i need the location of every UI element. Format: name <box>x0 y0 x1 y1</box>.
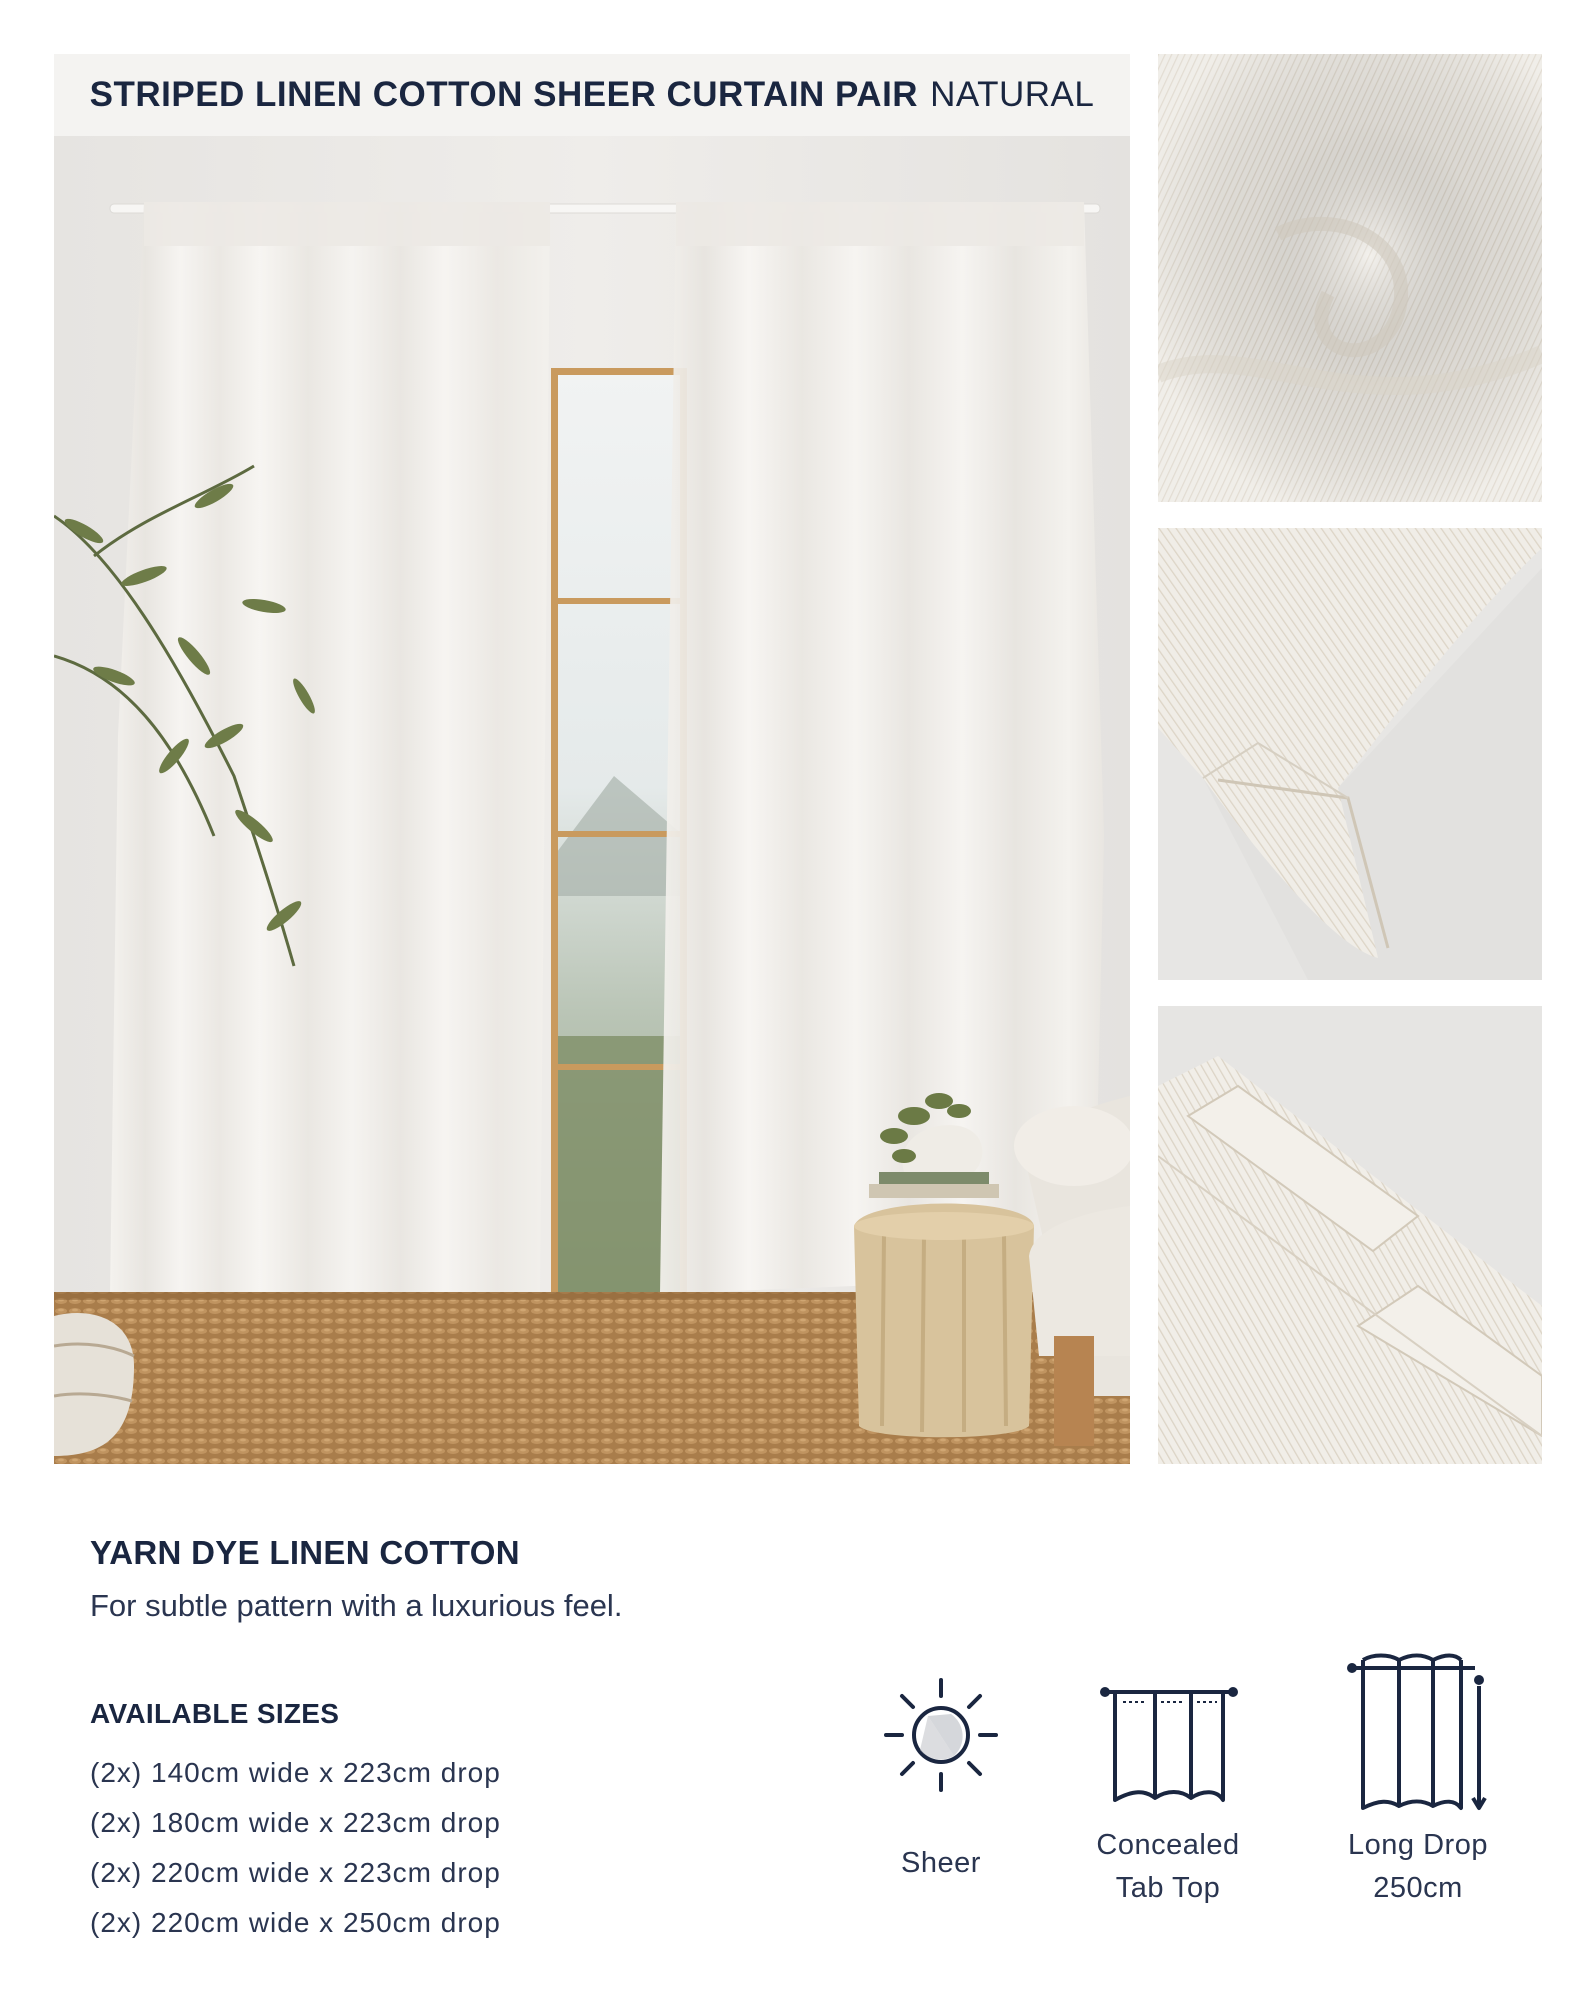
size-item: (2x) 220cm wide x 223cm drop <box>90 1857 501 1888</box>
product-color-name: NATURAL <box>930 75 1095 114</box>
room-scene <box>54 136 1130 1464</box>
feature-label-long-drop: Long Drop 250cm <box>1348 1829 1488 1904</box>
long-drop-curtain-icon <box>1343 1650 1493 1820</box>
fabric-detail-hem-image <box>1158 528 1542 980</box>
fabric-fold-graphic <box>1158 54 1542 502</box>
fabric-tab-graphic <box>1158 1006 1542 1464</box>
sun-icon <box>876 1670 1006 1820</box>
fabric-detail-tab-image <box>1158 1006 1542 1464</box>
hero-image <box>54 54 1130 1464</box>
feature-label-sheer: Sheer <box>901 1847 981 1879</box>
product-title-main: STRIPED LINEN COTTON SHEER CURTAIN PAIR <box>89 75 919 114</box>
feature-sheer <box>826 1670 1056 1885</box>
fabric-hem-graphic <box>1158 528 1542 980</box>
fabric-detail-fold-image <box>1158 54 1542 502</box>
product-title <box>90 75 1095 115</box>
size-item: (2x) 220cm wide x 250cm drop <box>90 1907 501 1938</box>
feature-long-drop <box>1303 1650 1533 1910</box>
size-item: (2x) 180cm wide x 223cm drop <box>90 1807 501 1838</box>
fabric-heading: YARN DYE LINEN COTTON <box>90 1534 520 1571</box>
title-bar <box>54 54 1130 136</box>
feature-label-tab-top: Concealed Tab Top <box>1096 1829 1240 1904</box>
feature-concealed-tab-top <box>1053 1670 1283 1910</box>
sizes-heading: AVAILABLE SIZES <box>90 1698 340 1729</box>
tab-top-curtain-icon <box>1093 1670 1243 1820</box>
size-item: (2x) 140cm wide x 223cm drop <box>90 1757 501 1788</box>
fabric-description: For subtle pattern with a luxurious feel. <box>90 1588 623 1623</box>
sizes-list <box>90 1748 501 1948</box>
